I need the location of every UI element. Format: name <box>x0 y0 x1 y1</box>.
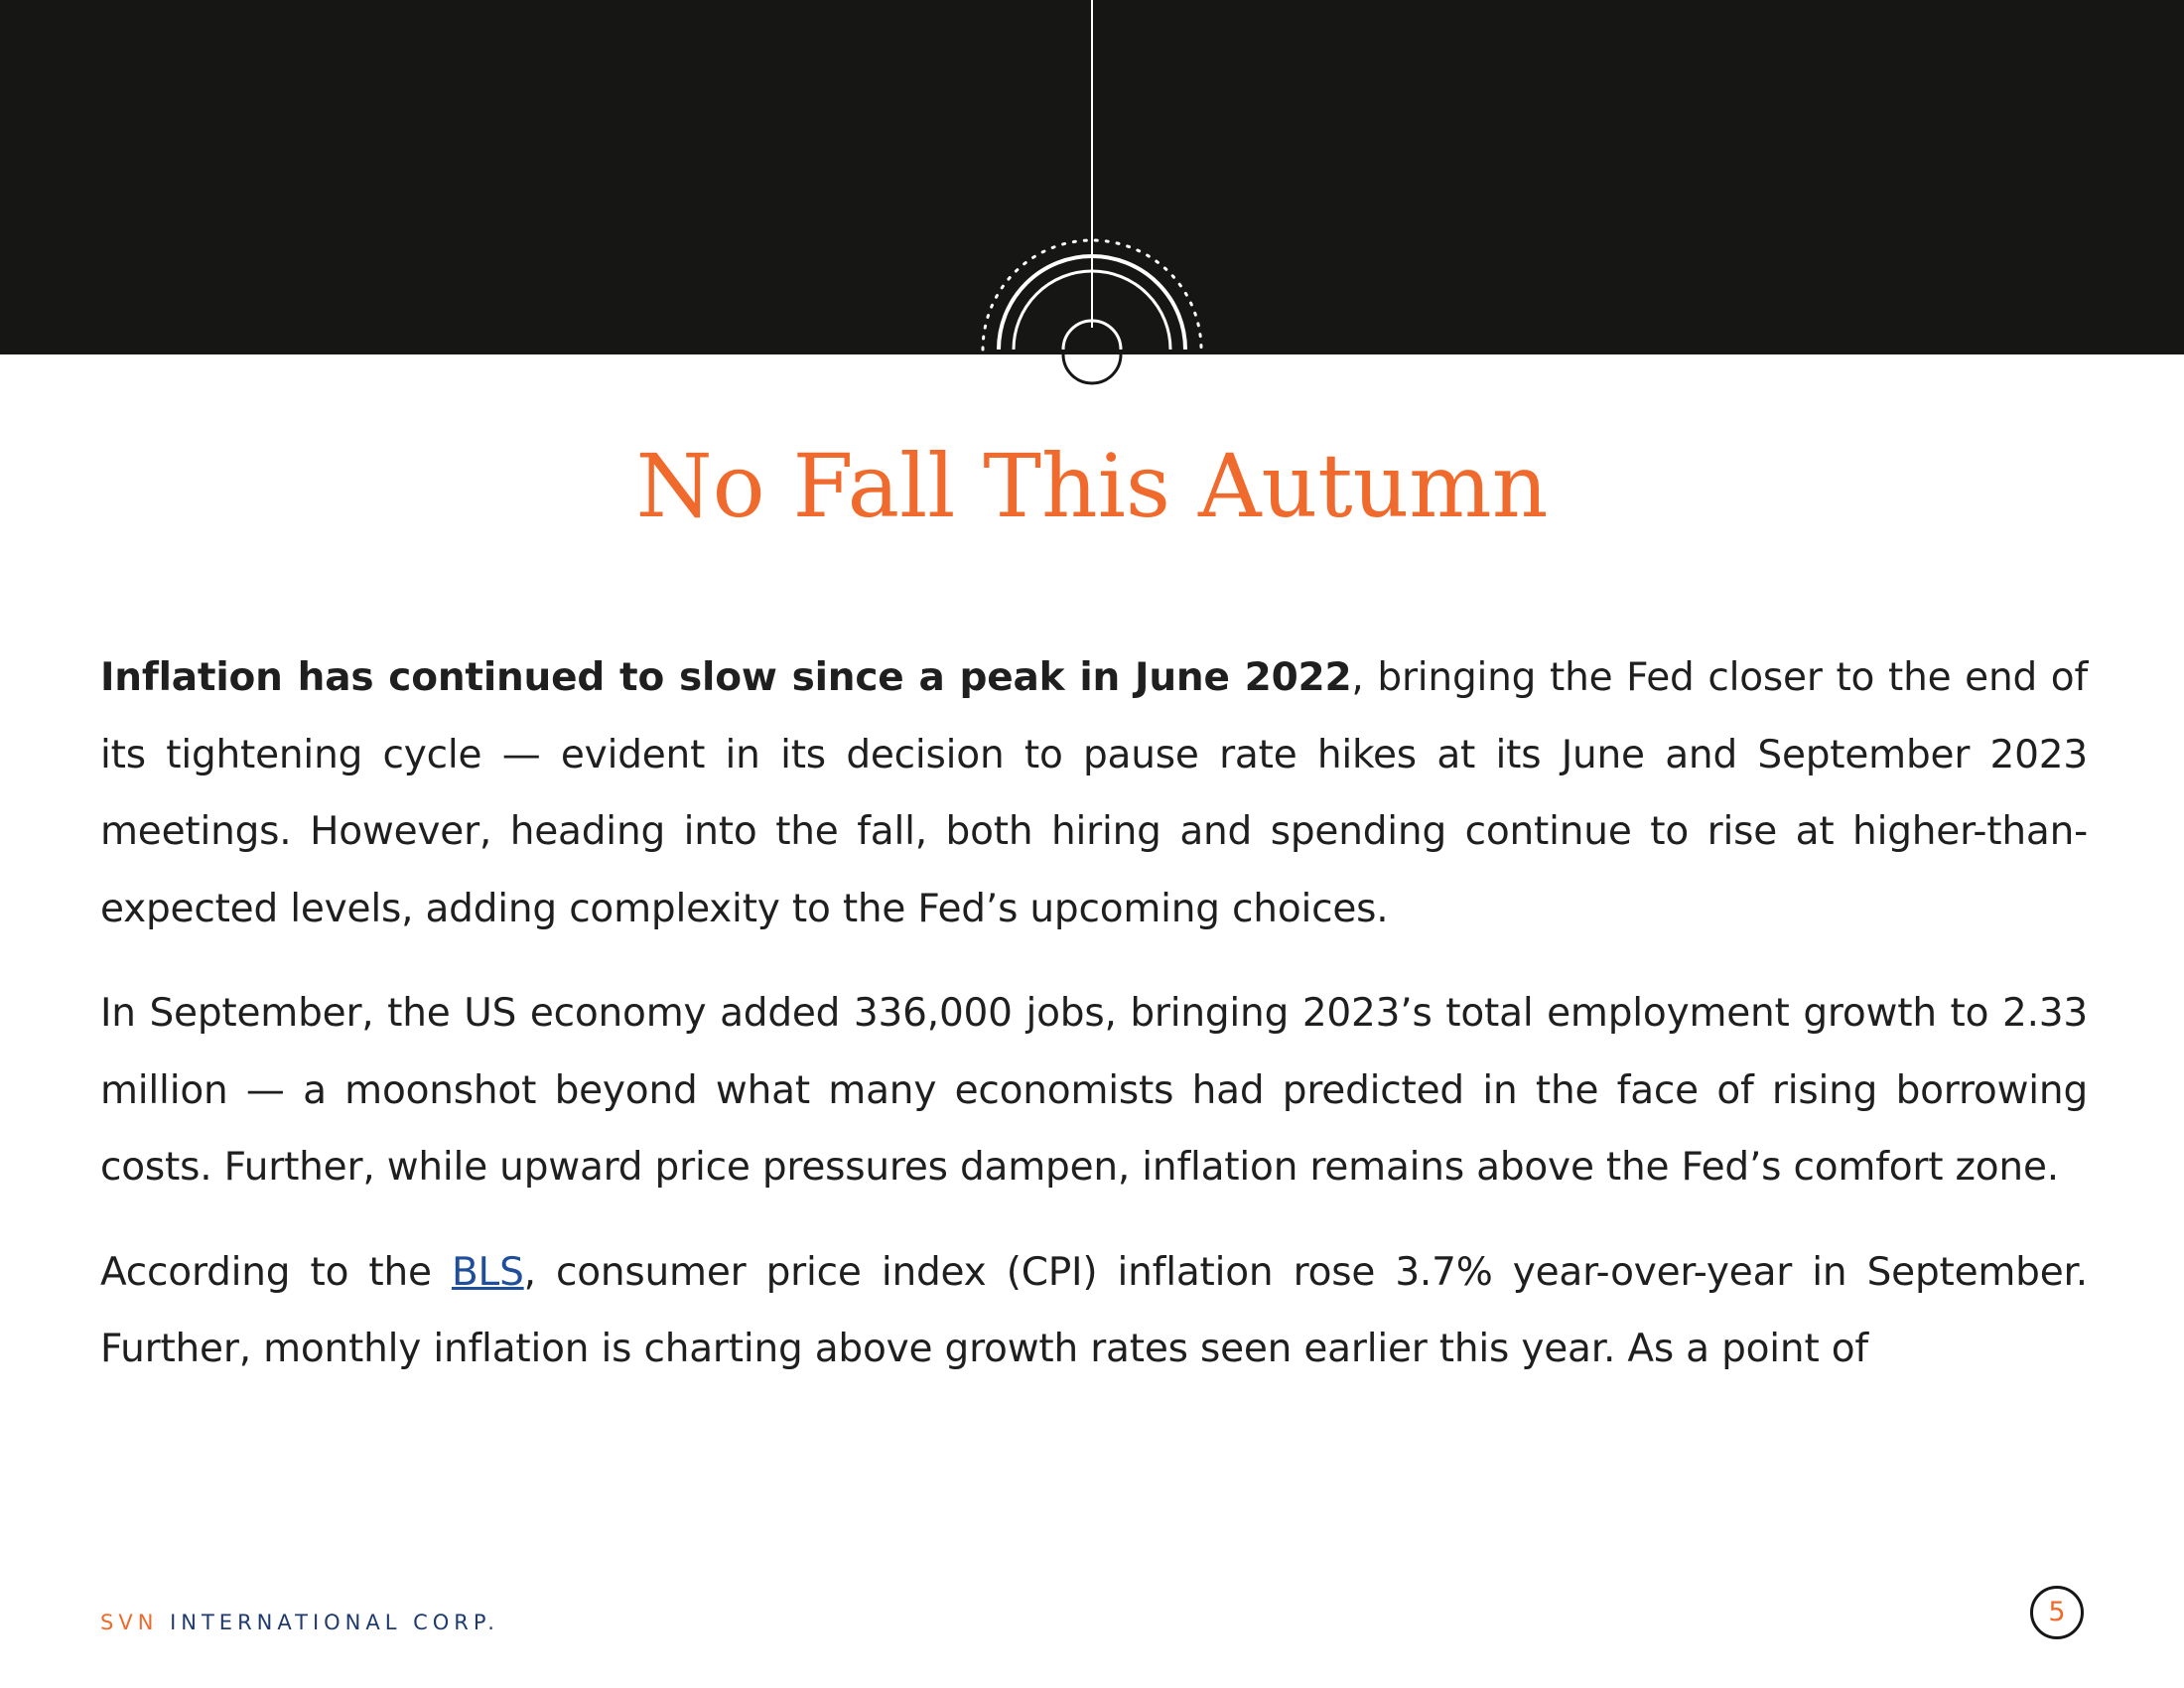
paragraph-inflation-slowing <box>100 639 2088 947</box>
paragraph-text: According to the <box>100 1249 452 1295</box>
paragraph-cpi <box>100 1234 2088 1388</box>
lead-bold-sentence: Inflation has continued to slow since a peak in June 2022 <box>100 655 1352 700</box>
hanging-arc-ornament-icon <box>0 0 2184 397</box>
page-title: No Fall This Autumn <box>635 435 1549 537</box>
paragraph-text: , consumer price index (CPI) inflation rose 3.7% year-over-year in September. Further, monthly inflation is charting above growth rates seen earlier this year. As a point of <box>100 1249 2088 1371</box>
paragraph-text: , bringing the Fed closer to the end of its tightening cycle — evident in its decision to pause rate hikes at its June and September 2023 meetings. However, heading into the fall, both hiring and spending continue to rise at higher-than-expected levels, adding complexity to the Fed’s upcoming choices. <box>100 655 2088 931</box>
brand-company-name: INTERNATIONAL CORP. <box>158 1611 499 1634</box>
footer-brand <box>100 1611 499 1634</box>
brand-svn: SVN <box>100 1611 159 1634</box>
page-number: 5 <box>2030 1586 2084 1639</box>
paragraph-jobs-growth: In September, the US economy added 336,000 jobs, bringing 2023’s total employment growth to 2.33 million — a moonshot beyond what many economists had predicted in the face of rising borrowing costs. Further, while upward price pressures dampen, inflation remains above the Fed’s comfort zone. <box>100 991 2088 1190</box>
body-text <box>100 639 2088 1416</box>
bls-link[interactable]: BLS <box>451 1249 524 1295</box>
